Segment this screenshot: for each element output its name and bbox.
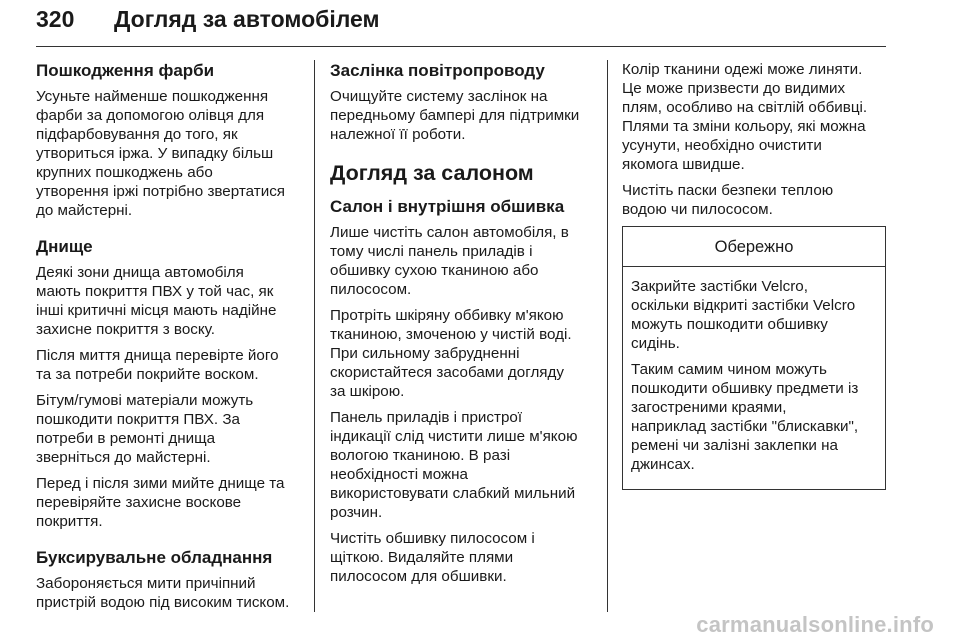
paragraph: Панель приладів і пристрої індикації слід чистити лише м'якою вологою тканиною. В разі необхідності можна використовувати слабкий мильний розчин. bbox=[330, 409, 578, 521]
paragraph: Закрийте застібки Velcro, оскільки відкриті застібки Velcro можуть пошкодити обшивку сидінь. bbox=[631, 278, 856, 352]
chapter-heading: Догляд за салоном bbox=[330, 161, 534, 185]
section-heading: Салон і внутрішня обшивка bbox=[330, 197, 565, 216]
page-number: 320 bbox=[36, 6, 75, 32]
watermark: carmanualsonline.info bbox=[696, 612, 934, 637]
section-interior-trim bbox=[330, 196, 600, 586]
column-2 bbox=[330, 60, 600, 602]
paragraph: Таким самим чином можуть пошкодити обшивку предмети із загостреними краями, наприклад застібки "блискавки", ремені чи залізні заклепки на джинсах. bbox=[631, 361, 859, 473]
paragraph: Колір тканини одежі може линяти. Це може призвести до видимих плям, особливо на світлій оббивці. Плями та зміни кольору, які можна усунути, необхідно очистити якомога швидше. bbox=[622, 61, 868, 173]
running-title: Догляд за автомобілем bbox=[114, 6, 380, 32]
paragraph: Бітум/гумові матеріали можуть пошкодити покриття ПВХ. За потреби в ремонті днища зверніться до майстерні. bbox=[36, 392, 254, 466]
column-divider bbox=[314, 60, 315, 612]
paragraph: Чистіть паски безпеки теплою водою чи пилососом. bbox=[622, 182, 834, 218]
section-heading: Заслінка повітропроводу bbox=[330, 61, 545, 80]
page-header bbox=[36, 6, 886, 47]
paragraph: Усуньте найменше пошкодження фарби за допомогою олівця для підфарбовування до того, як утвориться іржа. У випадку більш крупних пошкоджень або утворення іржі потрібно звертатися до майстерні. bbox=[36, 88, 286, 219]
caution-box bbox=[622, 226, 886, 490]
section-underbody bbox=[36, 236, 306, 531]
section-towing-equipment bbox=[36, 547, 306, 612]
section-air-flap bbox=[330, 60, 600, 144]
paragraph: Протріть шкіряну оббивку м'якою тканиною, змоченою у чистій воді. При сильному забрудненні скористайтеся засобами догляду за шкірою. bbox=[330, 307, 572, 400]
section-heading: Днище bbox=[36, 237, 93, 256]
paragraph: Очищуйте систему заслінок на передньому бампері для підтримки належної її роботи. bbox=[330, 88, 580, 143]
paragraph: Перед і після зими мийте днище та перевіряйте захисне воскове покриття. bbox=[36, 475, 285, 530]
paragraph: Забороняється мити причіпний пристрій водою під високим тиском. bbox=[36, 575, 290, 611]
paragraph: Лише чистіть салон автомобіля, в тому числі панель приладів і обшивку сухою тканиною або пилососом. bbox=[330, 224, 569, 298]
column-divider bbox=[607, 60, 608, 612]
caution-title: Обережно bbox=[623, 227, 885, 267]
section-heading: Буксирувальне обладнання bbox=[36, 548, 273, 567]
section-paint-damage bbox=[36, 60, 306, 220]
caution-body bbox=[623, 267, 885, 489]
paragraph: Чистіть обшивку пилососом і щіткою. Видаляйте плями пилососом для обшивки. bbox=[330, 530, 535, 585]
column-1 bbox=[36, 60, 306, 628]
column-3 bbox=[622, 60, 892, 490]
paragraph: Деякі зони днища автомобіля мають покриття ПВХ у той час, як інші критичні місця мають надійне захисне покриття з воску. bbox=[36, 264, 277, 338]
section-heading: Пошкодження фарби bbox=[36, 61, 215, 80]
paragraph: Після миття днища перевірте його та за потреби покрийте воском. bbox=[36, 347, 279, 383]
